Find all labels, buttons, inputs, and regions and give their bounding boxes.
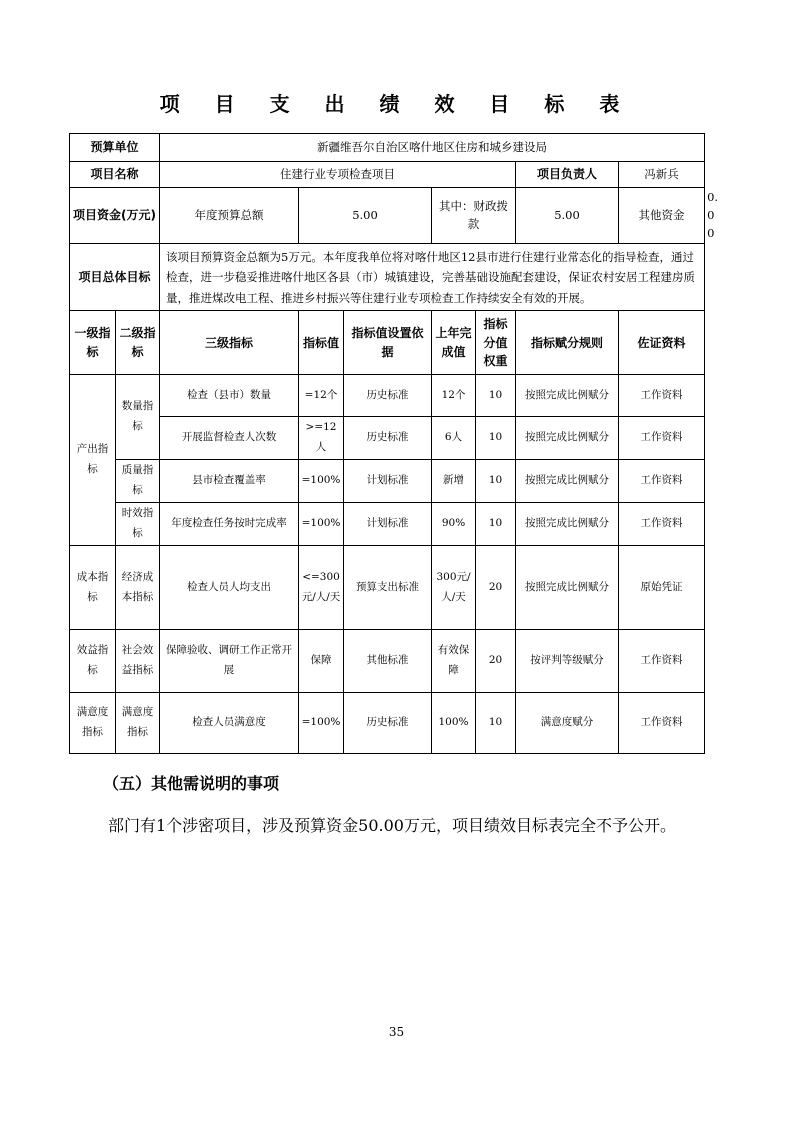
value-cell: =100% — [299, 460, 344, 503]
subgroup-quality: 质量指标 — [116, 460, 160, 503]
annual-budget-label: 年度预算总额 — [160, 188, 299, 244]
column-rule: 指标赋分规则 — [516, 311, 619, 375]
group-benefit: 效益指标 — [70, 630, 116, 693]
value-cell: =100% — [299, 693, 344, 754]
column-weight: 指标分值权重 — [476, 311, 516, 375]
value-cell: =100% — [299, 503, 344, 546]
overall-goal-label: 项目总体目标 — [70, 244, 160, 311]
rule-cell: 按评判等级赋分 — [516, 630, 619, 693]
subgroup-quantity: 数量指标 — [116, 375, 160, 460]
subgroup-timeliness: 时效指标 — [116, 503, 160, 546]
last-year-cell: 90% — [432, 503, 476, 546]
subgroup-social: 社会效益指标 — [116, 630, 160, 693]
evidence-cell: 工作资料 — [619, 375, 705, 417]
rule-cell: 按照完成比例赋分 — [516, 417, 619, 460]
body-paragraph: 部门有1个涉密项目，涉及预算资金50.00万元，项目绩效目标表完全不予公开。 — [108, 816, 676, 835]
fiscal-label: 其中：财政拨款 — [432, 188, 516, 244]
weight-cell: 10 — [476, 503, 516, 546]
indicator-cell: 检查人员人均支出 — [160, 546, 299, 630]
overall-goal-text: 该项目预算资金总额为5万元。本年度我单位将对喀什地区12县市进行住建行业常态化的指导检查，通过检查，进一步稳妥推进喀什地区各县（市）城镇建设，完善基础设施配套建设，保证农村安居工程建房质量，推进煤改电工程、推进乡村振兴等住建行业专项检查工作持续安全有效的开展。 — [160, 244, 705, 311]
page-number: 35 — [388, 1025, 405, 1039]
rule-cell: 按照完成比例赋分 — [516, 460, 619, 503]
rule-cell: 按照完成比例赋分 — [516, 375, 619, 417]
evidence-cell: 工作资料 — [619, 503, 705, 546]
weight-cell: 10 — [476, 417, 516, 460]
basis-cell: 历史标准 — [344, 417, 432, 460]
indicator-cell: 年度检查任务按时完成率 — [160, 503, 299, 546]
last-year-cell: 6人 — [432, 417, 476, 460]
evidence-cell: 工作资料 — [619, 693, 705, 754]
column-value: 指标值 — [299, 311, 344, 375]
rule-cell: 满意度赋分 — [516, 693, 619, 754]
budget-unit-label: 预算单位 — [70, 134, 160, 162]
column-last-year: 上年完成值 — [432, 311, 476, 375]
last-year-cell: 300元/人/天 — [432, 546, 476, 630]
group-satisfaction: 满意度指标 — [70, 693, 116, 754]
group-output: 产出指标 — [70, 375, 116, 546]
indicator-cell: 保障验收、调研工作正常开展 — [160, 630, 299, 693]
column-evidence: 佐证资料 — [619, 311, 705, 375]
budget-unit-value: 新疆维吾尔自治区喀什地区住房和城乡建设局 — [160, 134, 705, 162]
basis-cell: 计划标准 — [344, 503, 432, 546]
weight-cell: 20 — [476, 630, 516, 693]
evidence-cell: 工作资料 — [619, 417, 705, 460]
group-cost: 成本指标 — [70, 546, 116, 630]
table-row — [70, 417, 705, 460]
column-basis: 指标值设置依据 — [344, 311, 432, 375]
indicator-cell: 县市检查覆盖率 — [160, 460, 299, 503]
other-fund-label: 其他资金 — [619, 188, 705, 244]
subgroup-satisfaction: 满意度指标 — [116, 693, 160, 754]
rule-cell: 按照完成比例赋分 — [516, 546, 619, 630]
indicator-cell: 开展监督检查人次数 — [160, 417, 299, 460]
project-owner-label: 项目负责人 — [516, 162, 619, 188]
table-row — [70, 460, 705, 503]
table-row — [70, 546, 705, 630]
last-year-cell: 100% — [432, 693, 476, 754]
project-name-value: 住建行业专项检查项目 — [160, 162, 516, 188]
last-year-cell: 新增 — [432, 460, 476, 503]
weight-cell: 10 — [476, 375, 516, 417]
value-cell: 保障 — [299, 630, 344, 693]
column-level3: 三级指标 — [160, 311, 299, 375]
performance-target-table: 预算单位 新疆维吾尔自治区喀什地区住房和城乡建设局 项目名称 住建行业专项检查项目 项目负责人 冯新兵 项目资金(万元) 年度预算总额 5.00 其中：财政拨款 5.00 其他资金 0.00 项目总体目标 该项目预算资金总额为5万元。本年度我单位将对喀什地区12县市进行住建行业常态化的指导检查，通过检查，进一步稳妥推进喀什地区各县（市）城镇建设，完善基础设施配套建设，保证农村安居工程建房质量，推进煤改电工程、推进乡村振兴等住建行业专项检查工作持续安全有效的开展。 一级指标 二级指标 三级指标 指标值 指标值设置依据 上年完成值 指标分值权重 指标赋分规则 佐证资料 产出指标 数量指标 检查（县市）数量 =12个 历史标准 12个 10 按照完成比例赋分 工作资料 开展监督检查人次数 >=12人 历史标准 6人 10 按照完成比例赋分 工作资料 质量指标 县市检查覆盖率 =100% 计划标准 新增 10 按照完成比例赋分 工作资料 时效指标 年度检查任务按时完成率 =100% 计划标准 90% 10 按照完成比例赋分 工作资料 成本指标 经济成本指标 检查人员人均支出 <=300元/人/天 预算支出标准 300元/人/天 20 按照完成比例赋分 原始凭证 效益指标 社会效益指标 保障验收、调研工作正常开展 保障 其他标准 有效保障 20 按评判等级赋分 工作资料 满意度指标 满意度指标 检查人员满意度 =100% 历史标准 100% 10 满意度赋分 工作资料 — [69, 133, 705, 754]
value-cell: =12个 — [299, 375, 344, 417]
project-owner-value: 冯新兵 — [619, 162, 705, 188]
basis-cell: 历史标准 — [344, 693, 432, 754]
project-name-label: 项目名称 — [70, 162, 160, 188]
table-row — [70, 693, 705, 754]
basis-cell: 预算支出标准 — [344, 546, 432, 630]
basis-cell: 其他标准 — [344, 630, 432, 693]
column-level1: 一级指标 — [70, 311, 116, 375]
last-year-cell: 12个 — [432, 375, 476, 417]
fiscal-value: 5.00 — [516, 188, 619, 244]
evidence-cell: 工作资料 — [619, 630, 705, 693]
annual-budget-value: 5.00 — [299, 188, 432, 244]
basis-cell: 计划标准 — [344, 460, 432, 503]
table-row — [70, 375, 705, 417]
section-heading: （五）其他需说明的事项 — [103, 774, 280, 793]
column-level2: 二级指标 — [116, 311, 160, 375]
subgroup-economic: 经济成本指标 — [116, 546, 160, 630]
table-row — [70, 503, 705, 546]
last-year-cell: 有效保障 — [432, 630, 476, 693]
weight-cell: 10 — [476, 460, 516, 503]
value-cell: <=300元/人/天 — [299, 546, 344, 630]
indicator-cell: 检查人员满意度 — [160, 693, 299, 754]
weight-cell: 10 — [476, 693, 516, 754]
project-fund-label: 项目资金(万元) — [70, 188, 160, 244]
table-row — [70, 630, 705, 693]
value-cell: >=12人 — [299, 417, 344, 460]
rule-cell: 按照完成比例赋分 — [516, 503, 619, 546]
page-title: 项 目 支 出 绩 效 目 标 表 — [159, 92, 634, 116]
basis-cell: 历史标准 — [344, 375, 432, 417]
evidence-cell: 工作资料 — [619, 460, 705, 503]
evidence-cell: 原始凭证 — [619, 546, 705, 630]
weight-cell: 20 — [476, 546, 516, 630]
indicator-cell: 检查（县市）数量 — [160, 375, 299, 417]
